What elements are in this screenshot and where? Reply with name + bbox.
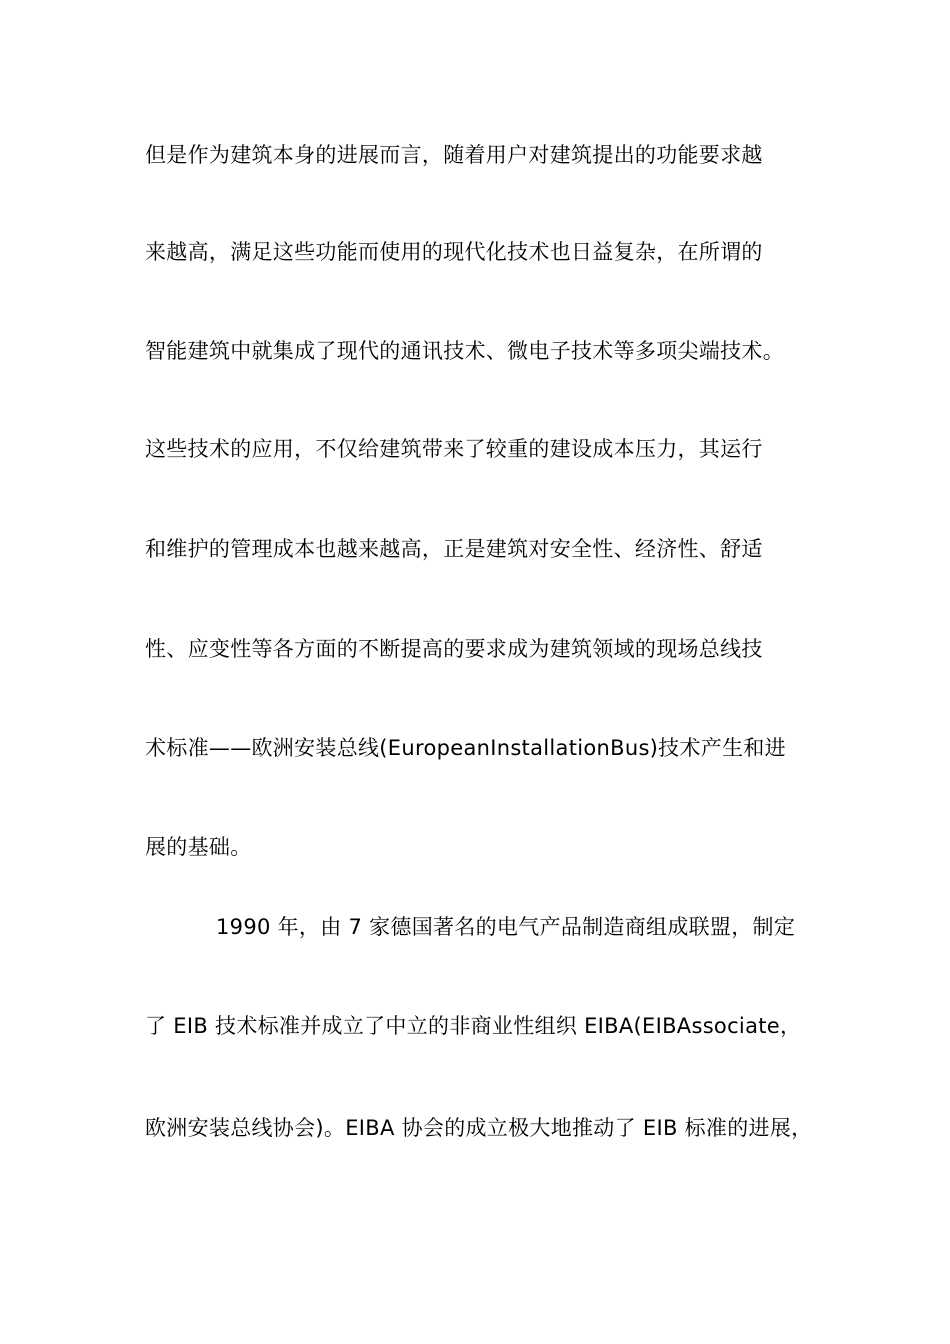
text-line-1: 但是作为建筑本身的进展而言，随着用户对建筑提出的功能要求越 [145, 143, 763, 167]
text-line-3: 智能建筑中就集成了现代的通讯技术、微电子技术等多项尖端技术。 [145, 339, 784, 363]
text-line-9: 1990 年，由 7 家德国著名的电气产品制造商组成联盟，制定 [216, 915, 796, 939]
text-line-7: 术标准——欧洲安装总线(EuropeanInstallationBus)技术产生和进 [145, 736, 786, 760]
text-line-8: 展的基础。 [145, 835, 252, 859]
text-line-5: 和维护的管理成本也越来越高，正是建筑对安全性、经济性、舒适 [145, 537, 763, 561]
text-line-11: 欧洲安装总线协会)。EIBA 协会的成立极大地推动了 EIB 标准的进展， [145, 1116, 813, 1140]
text-line-2: 来越高，满足这些功能而使用的现代化技术也日益复杂，在所谓的 [145, 240, 763, 264]
text-line-10: 了 EIB 技术标准并成立了中立的非商业性组织 EIBA(EIBAssociate， [145, 1014, 802, 1038]
text-line-6: 性、应变性等各方面的不断提高的要求成为建筑领域的现场总线技 [145, 637, 763, 661]
text-line-4: 这些技术的应用，不仅给建筑带来了较重的建设成本压力，其运行 [145, 437, 763, 461]
